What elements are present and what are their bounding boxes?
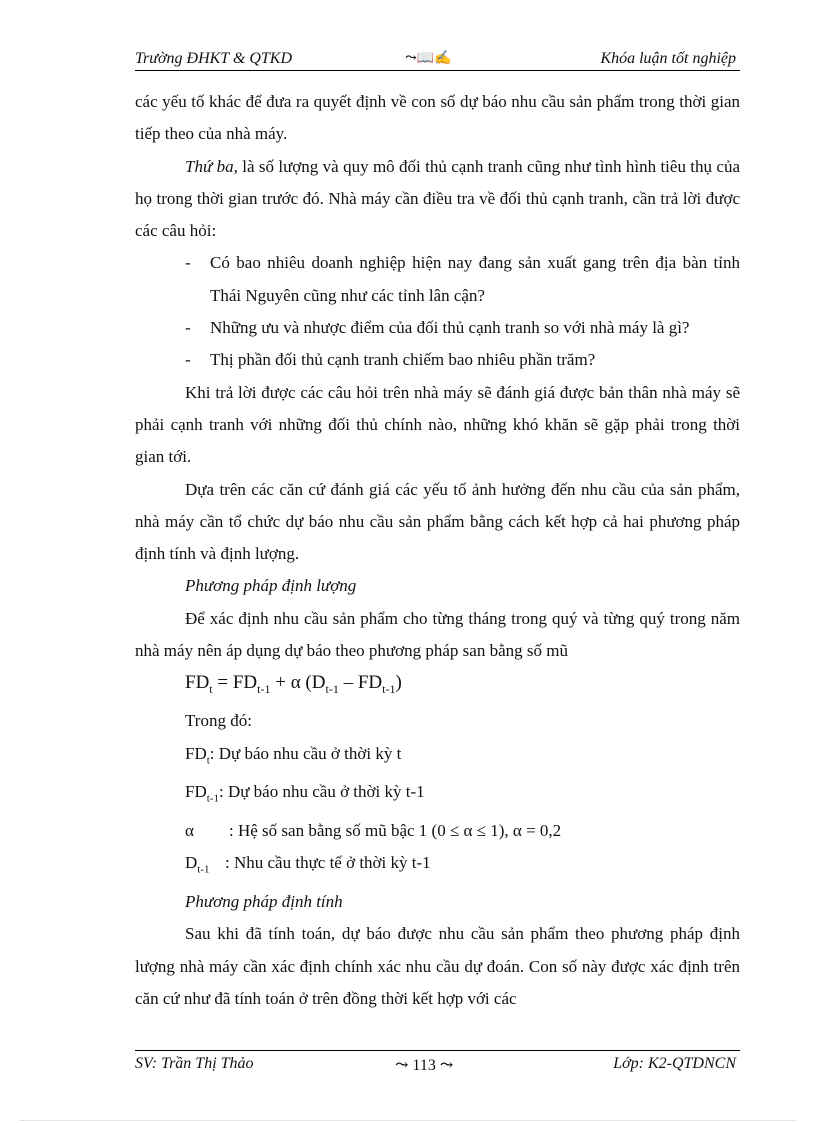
page-footer: [135, 1050, 740, 1077]
list-item: [135, 247, 740, 312]
where-label: Trong đó:: [185, 711, 252, 731]
list-item: [135, 312, 740, 344]
emphasis-text: Thứ ba,: [185, 156, 238, 176]
student-name: SV: Trần Thị Thảo: [135, 1055, 254, 1072]
list-item-text: Những ưu và nhược điểm của đối thủ cạnh tranh so với nhà máy là gì?: [210, 318, 690, 338]
paragraph: Để xác định nhu cầu sản phẩm cho từng tháng trong quý và từng quý trong năm nhà máy nên áp dụng dự báo theo phương pháp san bằng số mũ: [135, 608, 740, 661]
list-item-text: Có bao nhiêu doanh nghiệp hiện nay đang sản xuất gang trên địa bàn tỉnh Thái Nguyên cũng như các tỉnh lân cận?: [210, 253, 740, 305]
definition-item: α : Hệ số san bằng số mũ bậc 1 (0 ≤ α ≤ 1), α = 0,2: [185, 821, 562, 841]
page-header: [135, 48, 740, 71]
paragraph: Sau khi đã tính toán, dự báo được nhu cầu sản phẩm theo phương pháp định lượng nhà máy cần xác định chính xác nhu cầu dự đoán. Con số này được xác định trên căn cứ như đã tính toán ở trên đồng thời kết hợp với các: [135, 924, 740, 1008]
section-heading: Phương pháp định lượng: [185, 576, 357, 596]
thesis-title: Khóa luận tốt nghiệp: [600, 50, 736, 67]
book-ornament-icon: ⤳📖✍: [405, 51, 452, 66]
school-name: Trường ĐHKT & QTKD: [135, 50, 293, 67]
bullet-marker: -: [185, 350, 191, 370]
page-edge-divider: [20, 1120, 796, 1121]
paragraph: các yếu tố khác để đưa ra quyết định về con số dự báo nhu cầu sản phẩm trong thời gian tiếp theo của nhà máy.: [135, 92, 740, 144]
bullet-marker: -: [185, 318, 191, 338]
definition-item: $FD_t$: Dự báo nhu cầu ở thời kỳ t: [185, 743, 402, 767]
list-item-text: Thị phần đối thủ cạnh tranh chiếm bao nhiêu phần trăm?: [210, 350, 596, 370]
definition-item: $D_{t-1}$ : Nhu cầu thực tế ở thời kỳ t-1: [185, 853, 431, 876]
paragraph-text: là số lượng và quy mô đối thủ cạnh tranh cũng như tình hình tiêu thụ của họ trong thời gian trước đó. Nhà máy cần điều tra về đối thủ cạnh tranh, cần trả lời được các câu hỏi:: [135, 156, 741, 241]
section-heading: Phương pháp định tính: [185, 892, 343, 912]
document-body: [135, 86, 740, 1015]
paragraph: Khi trả lời được các câu hỏi trên nhà máy sẽ đánh giá được bản thân nhà máy sẽ phải cạnh tranh với những đối thủ chính nào, những khó khăn sẽ gặp phải trong thời gian tới.: [135, 382, 740, 467]
list-item: [135, 344, 740, 376]
class-name: Lớp: K2-QTDNCN: [613, 1055, 736, 1072]
bullet-marker: -: [185, 253, 191, 273]
paragraph: Dựa trên các căn cứ đánh giá các yếu tố ảnh hưởng đến nhu cầu của sản phẩm, nhà máy cần tổ chức dự báo nhu cầu sản phẩm bằng cách kết hợp cả hai phương pháp định tính và định lượng.: [135, 479, 740, 564]
formula: $FD_t = FD_{t-1} + \alpha$ $(D_{t-1} - FD_{t-1})$: [185, 672, 402, 697]
definition-item: $FD_{t-1}$: Dự báo nhu cầu ở thời kỳ t-1: [185, 782, 425, 805]
paragraph: [135, 151, 740, 248]
page-number: ⤳ 113 ⤳: [395, 1057, 454, 1074]
